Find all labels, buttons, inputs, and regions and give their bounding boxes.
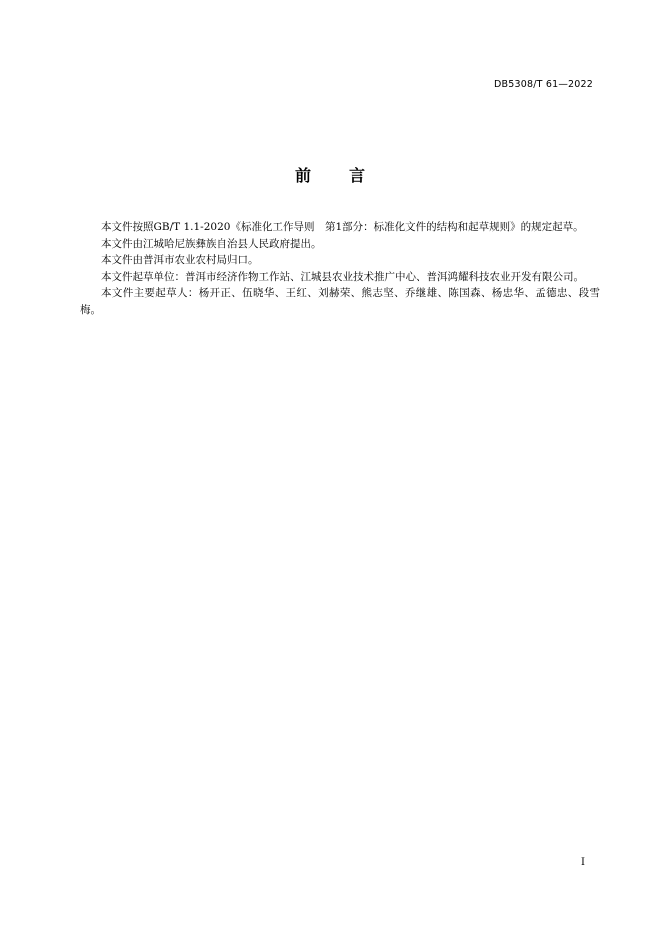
- title-char-1: 前: [294, 166, 313, 185]
- paragraph-drafters: 本文件主要起草人：杨开正、伍晓华、王红、刘赫荣、熊志坚、乔继雄、陈国森、杨忠华、孟德忠、段雪梅。: [80, 287, 600, 316]
- title-char-2: 言: [349, 166, 368, 185]
- page-title: [0, 163, 662, 186]
- paragraph-proposer: 本文件由江城哈尼族彝族自治县人民政府提出。: [101, 237, 322, 250]
- page-number: I: [581, 857, 585, 868]
- paragraph-drafting-basis: 本文件按照GB/T 1.1-2020《标准化工作导则 第1部分：标准化文件的结构和起草规则》的规定起草。: [101, 221, 584, 233]
- document-code: DB5308/T 61—2022: [494, 79, 593, 90]
- paragraph-drafting-units: 本文件起草单位：普洱市经济作物工作站、江城县农业技术推广中心、普洱鸿耀科技农业开发有限公司。: [101, 270, 584, 283]
- foreword-body: [80, 219, 600, 318]
- paragraph-centralized-unit: 本文件由普洱市农业农村局归口。: [101, 254, 259, 266]
